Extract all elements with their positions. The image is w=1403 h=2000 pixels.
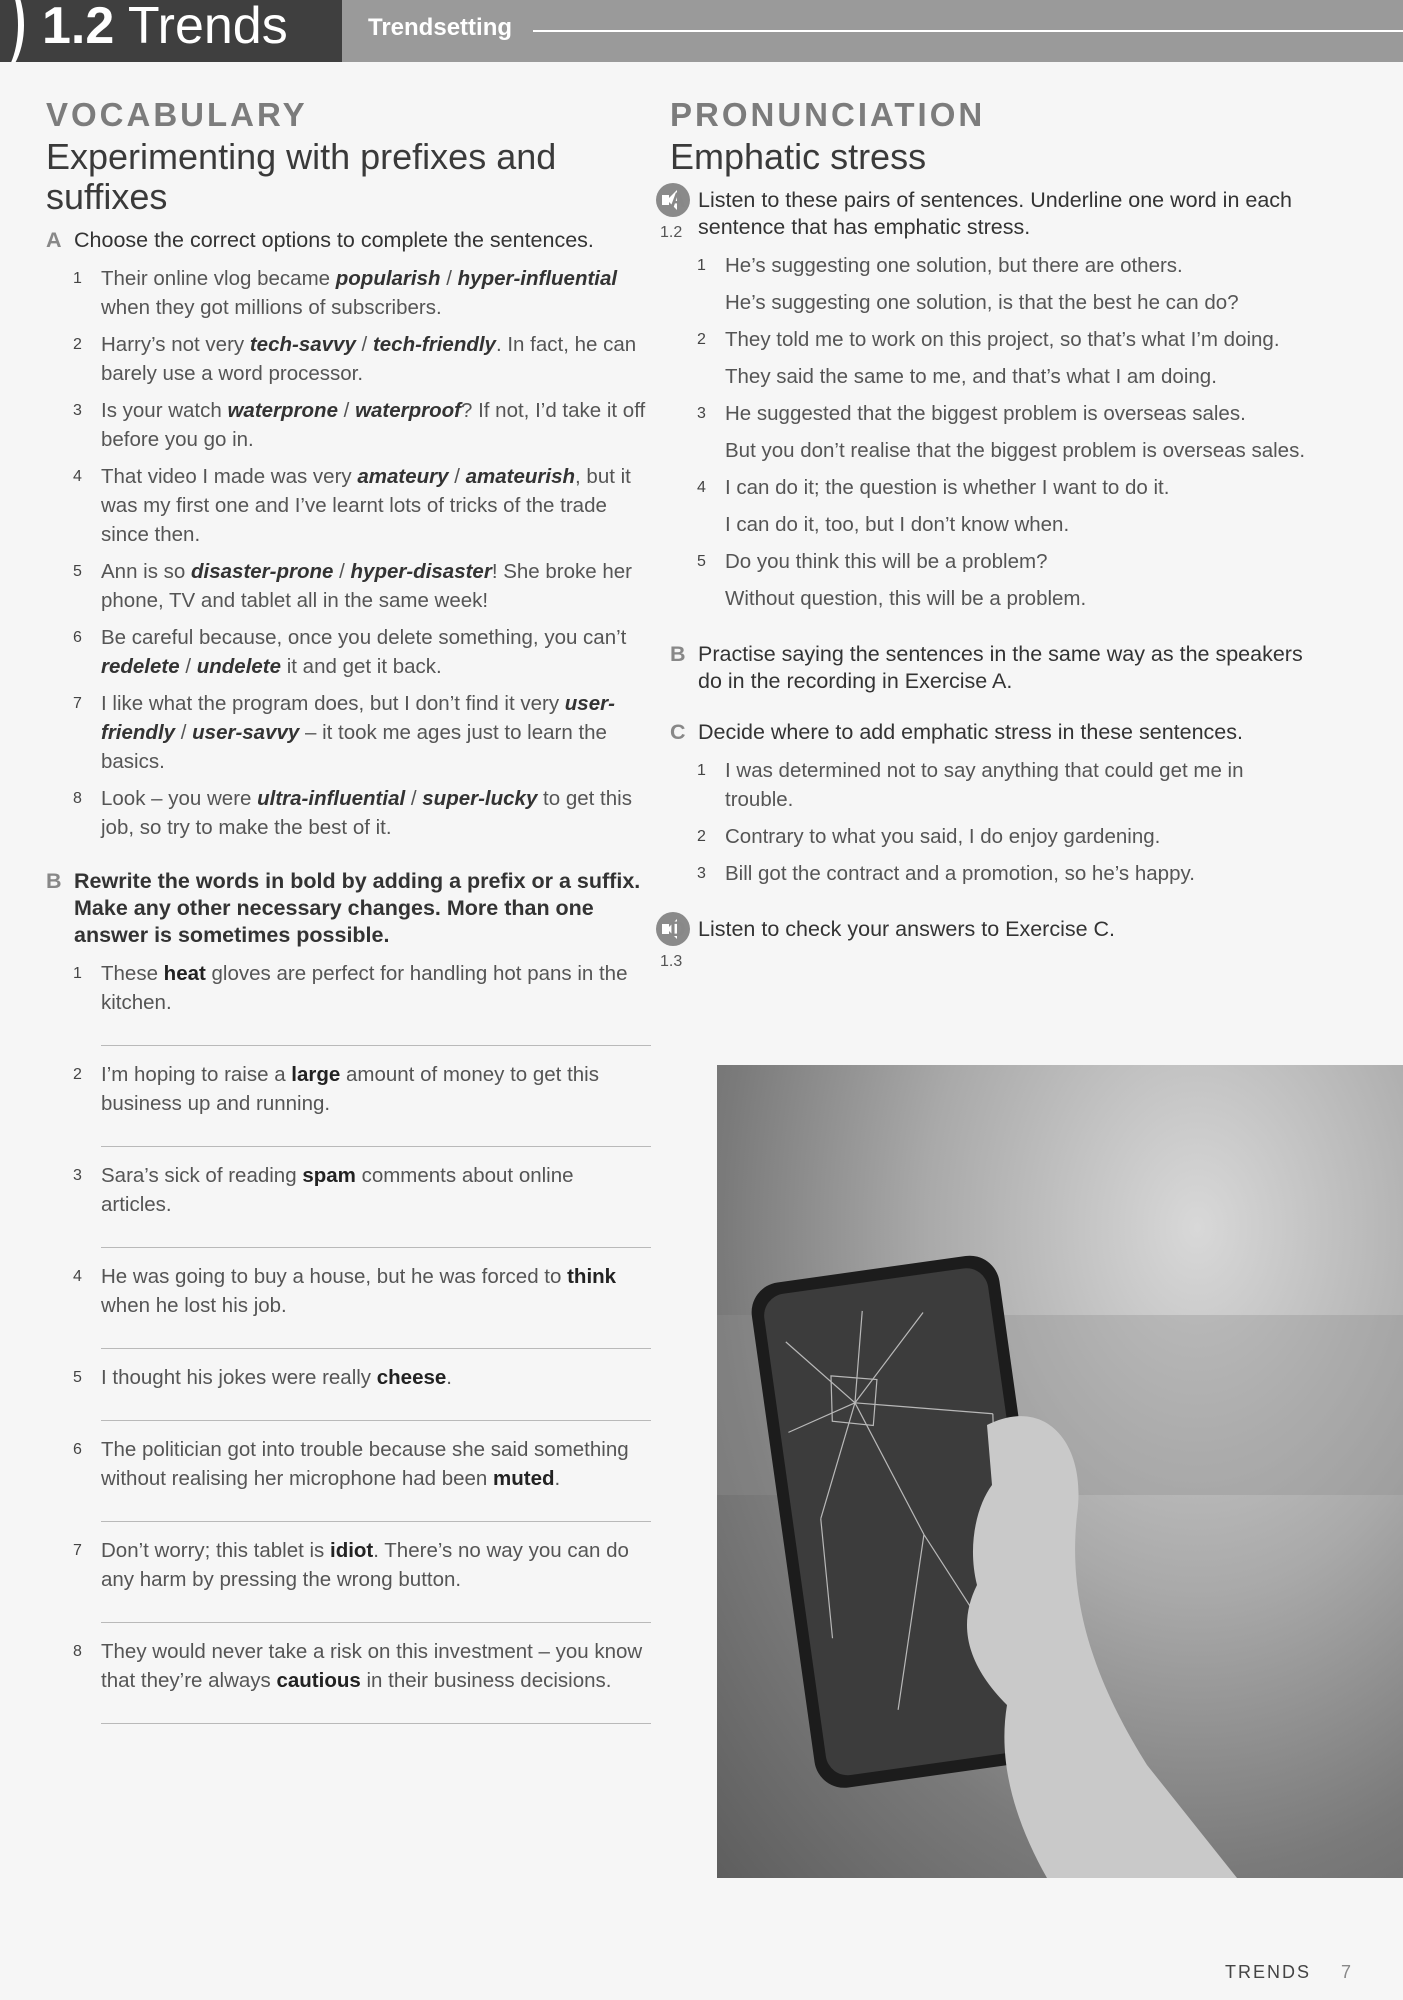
list-item <box>670 756 1310 814</box>
item-number: 5 <box>73 1369 82 1386</box>
item-number: 5 <box>73 563 82 580</box>
item-text-after: when he lost his job. <box>101 1294 287 1317</box>
item-text-after: in their business decisions. <box>360 1669 612 1692</box>
item-text-before: Ann is so <box>101 560 192 583</box>
unit-number: 1.2 <box>42 0 115 55</box>
item-number: 1 <box>73 965 82 982</box>
list-item <box>46 1060 646 1118</box>
exercise-a-heading <box>46 227 646 254</box>
sentence-b: They said the same to me, and that’s what I am doing. <box>725 365 1217 388</box>
item-text-before: Be careful because, once you delete something, you can’t <box>101 626 627 649</box>
audio-track-number: 1.2 <box>660 224 683 241</box>
list-item <box>670 822 1310 851</box>
item-number: 6 <box>73 1441 82 1458</box>
unit-tab-curve <box>0 0 24 62</box>
item-text-before: That video I made was very <box>101 465 358 488</box>
option-one: tech-savvy <box>249 333 356 356</box>
exercise-letter: A <box>670 188 686 212</box>
item-number: 6 <box>73 629 82 646</box>
item-text-after: amount of money to get this business up and running. <box>101 1063 599 1115</box>
option-one: redelete <box>101 655 180 678</box>
list-item <box>46 959 646 1017</box>
item-number: 3 <box>697 405 706 422</box>
list-item <box>46 623 646 681</box>
item-text-before: Harry’s not very <box>101 333 250 356</box>
option-one: popularish <box>335 267 441 290</box>
item-text-after: comments about online articles. <box>101 1164 574 1216</box>
item-number: 8 <box>73 790 82 807</box>
option-two: waterproof <box>355 399 461 422</box>
exercise-instruction: Rewrite the words in bold by adding a prefix or a suffix. Make any other necessary changes. More than one answer is sometimes possible. <box>74 869 641 947</box>
option-separator: / <box>440 267 458 290</box>
list-item <box>46 557 646 615</box>
list-item <box>670 399 1310 465</box>
list-item <box>46 330 646 388</box>
exercise-b-list <box>46 959 646 1724</box>
exercise-instruction: Practise saying the sentences in the same way as the speakers do in the recording in Exercise A. <box>698 642 1303 693</box>
option-two: hyper-disaster <box>350 560 492 583</box>
item-text-before: Sara’s sick of reading <box>101 1164 303 1187</box>
option-two: tech-friendly <box>372 333 496 356</box>
answer-line[interactable] <box>101 1420 651 1421</box>
list-item <box>46 1637 646 1695</box>
footer-section: TRENDS <box>1224 1962 1311 1982</box>
option-separator: / <box>448 465 466 488</box>
exercise-c-heading <box>670 719 1310 746</box>
exercise-a-heading <box>660 187 1310 241</box>
item-text-after: ! She broke her phone, TV and tablet all in the same week! <box>101 560 632 612</box>
item-text-before: He was going to buy a house, but he was forced to <box>101 1265 568 1288</box>
list-item <box>46 689 646 776</box>
pronunciation-section <box>660 95 1310 970</box>
page-header <box>0 0 1403 62</box>
sentence-a: He’s suggesting one solution, but there are others. <box>725 254 1183 277</box>
sentence: Bill got the contract and a promotion, so he’s happy. <box>725 862 1195 885</box>
sentence-b: Without question, this will be a problem. <box>725 587 1087 610</box>
exercise-b-heading <box>670 641 1310 695</box>
cracked-phone-photo <box>717 1065 1403 1878</box>
item-text-before: Look – you were <box>101 787 258 810</box>
bold-word: spam <box>302 1164 356 1187</box>
item-number: 2 <box>73 336 82 353</box>
option-two: super-lucky <box>422 787 538 810</box>
exercise-letter: A <box>46 228 62 252</box>
item-text-after: . <box>554 1467 561 1490</box>
sentence-a: I can do it; the question is whether I want to do it. <box>725 476 1170 499</box>
list-item <box>46 264 646 322</box>
list-item <box>46 396 646 454</box>
list-item <box>46 1536 646 1594</box>
item-text-before: These <box>101 962 164 985</box>
item-text-after: when they got millions of subscribers. <box>101 296 442 319</box>
exercise-instruction: Listen to these pairs of sentences. Underline one word in each sentence that has emphatic stress. <box>698 188 1293 239</box>
exercise-instruction: Choose the correct options to complete the sentences. <box>74 228 594 252</box>
lesson-title: Trendsetting <box>368 14 513 41</box>
item-text-before: I like what the program does, but I don’t find it very <box>101 692 565 715</box>
audio-track-number: 1.3 <box>660 953 683 970</box>
exercise-letter: D <box>670 917 686 941</box>
item-number: 7 <box>73 1542 82 1559</box>
option-one: amateury <box>357 465 449 488</box>
list-item <box>670 859 1310 888</box>
page-number: 7 <box>1340 1962 1351 1982</box>
option-two: undelete <box>196 655 282 678</box>
list-item <box>46 1363 646 1392</box>
option-two: user-savvy <box>192 721 300 744</box>
item-text-before: Is your watch <box>101 399 228 422</box>
item-text-before: I thought his jokes were really <box>101 1366 377 1389</box>
bold-word: cheese <box>376 1366 447 1389</box>
section-label: VOCABULARY <box>46 96 308 133</box>
exercise-b-heading <box>46 868 646 949</box>
answer-line[interactable] <box>101 1521 651 1522</box>
answer-line[interactable] <box>101 1348 651 1349</box>
item-text-after: , but it was my first one and I’ve learnt lots of tricks of the trade since then. <box>101 465 631 546</box>
page-footer <box>1225 1962 1351 1983</box>
vocabulary-section <box>46 95 646 1738</box>
item-number: 4 <box>73 468 82 485</box>
item-number: 2 <box>73 1066 82 1083</box>
item-number: 3 <box>73 1167 82 1184</box>
option-one: ultra-influential <box>257 787 406 810</box>
answer-line[interactable] <box>101 1247 651 1248</box>
list-item <box>46 1161 646 1219</box>
item-text-before: Don’t worry; this tablet is <box>101 1539 330 1562</box>
bold-word: think <box>567 1265 617 1288</box>
item-text-after: . <box>446 1366 452 1389</box>
bold-word: idiot <box>330 1539 374 1562</box>
item-text-after: – it took me ages just to learn the basics. <box>101 721 607 773</box>
option-separator: / <box>337 399 356 422</box>
option-two: amateurish <box>465 465 576 488</box>
section-title: Experimenting with prefixes and suffixes <box>46 136 557 217</box>
sentence-b: I can do it, too, but I don’t know when. <box>725 513 1070 536</box>
exercise-d-heading <box>660 916 1310 970</box>
answer-line[interactable] <box>101 1622 651 1623</box>
item-number: 1 <box>697 762 706 779</box>
sentence-a: Do you think this will be a problem? <box>725 550 1048 573</box>
header-rule <box>533 30 1403 32</box>
bold-word: cautious <box>276 1669 361 1692</box>
exercise-c-list <box>670 756 1310 888</box>
exercise-a-list <box>670 251 1310 613</box>
bold-word: large <box>291 1063 341 1086</box>
item-text-after: ? If not, I’d take it off before you go in. <box>101 399 646 451</box>
exercise-instruction: Listen to check your answers to Exercise C. <box>698 917 1116 941</box>
item-number: 4 <box>73 1268 82 1285</box>
exercise-letter: B <box>46 869 62 893</box>
option-one: disaster-prone <box>191 560 334 583</box>
item-number: 8 <box>73 1643 82 1660</box>
item-number: 3 <box>73 402 82 419</box>
item-number: 2 <box>697 331 706 348</box>
item-number: 4 <box>697 479 706 496</box>
item-text-before: They would never take a risk on this investment – you know that they’re always <box>101 1640 643 1692</box>
sentence-a: He suggested that the biggest problem is overseas sales. <box>725 402 1246 425</box>
list-item <box>670 473 1310 539</box>
unit-name: Trends <box>127 0 288 55</box>
item-text-after: to get this job, so try to make the best of it. <box>101 787 632 839</box>
item-text-before: Their online vlog became <box>101 267 336 290</box>
section-label: PRONUNCIATION <box>670 96 986 133</box>
list-item <box>46 784 646 842</box>
sentence-a: They told me to work on this project, so that’s what I’m doing. <box>725 328 1280 351</box>
sentence-b: He’s suggesting one solution, is that the best he can do? <box>725 291 1239 314</box>
item-number: 5 <box>697 553 706 570</box>
bold-word: muted <box>493 1467 555 1490</box>
list-item <box>46 1262 646 1320</box>
item-number: 3 <box>697 865 706 882</box>
option-separator: / <box>179 655 197 678</box>
item-number: 7 <box>73 695 82 712</box>
sentence: Contrary to what you said, I do enjoy gardening. <box>725 825 1161 848</box>
option-separator: / <box>333 560 351 583</box>
sentence: I was determined not to say anything that could get me in trouble. <box>725 759 1244 811</box>
item-number: 2 <box>697 828 706 845</box>
item-text-after: gloves are perfect for handling hot pans in the kitchen. <box>101 962 628 1014</box>
answer-line[interactable] <box>101 1723 651 1724</box>
option-separator: / <box>405 787 423 810</box>
exercise-letter: C <box>670 720 686 744</box>
section-title: Emphatic stress <box>670 136 927 177</box>
unit-title <box>42 0 288 56</box>
list-item <box>670 547 1310 613</box>
unit-tab <box>0 0 342 62</box>
list-item <box>670 325 1310 391</box>
item-text-before: I’m hoping to raise a <box>101 1063 292 1086</box>
option-one: waterprone <box>227 399 338 422</box>
option-separator: / <box>355 333 373 356</box>
exercise-instruction: Decide where to add emphatic stress in these sentences. <box>698 720 1243 744</box>
item-text-after: . There’s no way you can do any harm by pressing the wrong button. <box>101 1539 629 1591</box>
option-two: hyper-influential <box>457 267 618 290</box>
exercise-a-list <box>46 264 646 842</box>
item-text-before: The politician got into trouble because she said something without realising her microphone had been <box>101 1438 629 1490</box>
answer-line[interactable] <box>101 1045 651 1046</box>
option-separator: / <box>175 721 193 744</box>
sentence-b: But you don’t realise that the biggest problem is overseas sales. <box>725 439 1306 462</box>
bold-word: heat <box>163 962 206 985</box>
list-item <box>46 462 646 549</box>
list-item <box>670 251 1310 317</box>
list-item <box>46 1435 646 1493</box>
option-one: user-friendly <box>101 692 615 744</box>
item-text-after: . In fact, he can barely use a word processor. <box>101 333 637 385</box>
answer-line[interactable] <box>101 1146 651 1147</box>
item-number: 1 <box>697 257 706 274</box>
photo-illustration <box>717 1065 1403 1878</box>
exercise-letter: B <box>670 642 686 666</box>
item-number: 1 <box>73 270 82 287</box>
item-text-after: it and get it back. <box>281 655 442 678</box>
